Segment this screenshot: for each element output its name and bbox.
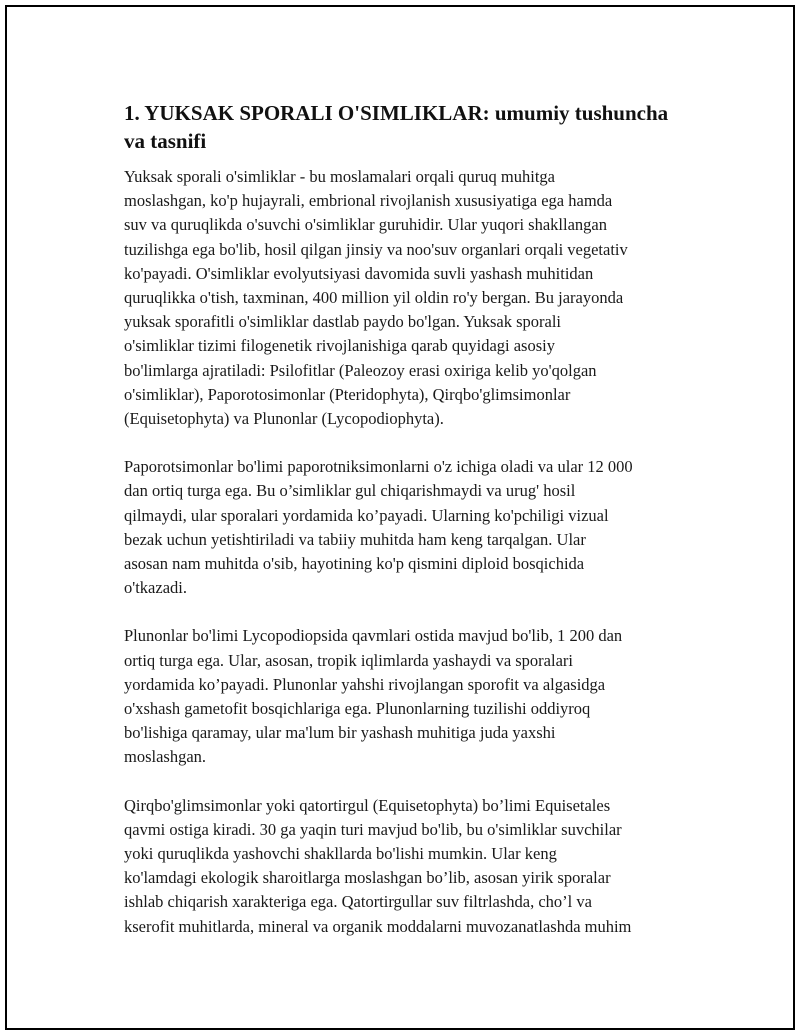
text-line: kserofit muhitlarda, mineral va organik moddalarni muvozanatlashda muhim [124,916,632,936]
text-line: Qirqbo'glimsimonlar yoki qatortirgul (Equisetophyta) bo’limi Equisetales [124,795,611,815]
text-line: bo'lishiga qaramay, ular ma'lum bir yashash muhitiga juda yaxshi [124,723,556,743]
text-line: Yuksak sporali o'simliklar - bu moslamalari orqali quruq muhitga [124,167,555,186]
text-line: qavmi ostiga kiradi. 30 ga yaqin turi mavjud bo'lib, bu o'simliklar suvchilar [124,819,622,839]
paragraph-qirqbogimsimonlar [124,794,694,939]
text-line: qilmaydi, ular sporalari yordamida ko’payadi. Ularning ko'pchiligi vizual [124,505,609,525]
text-line: tuzilishga ega bo'lib, hosil qilgan jinsiy va noo'suv organlari orqali vegetativ [124,239,628,259]
title-line: 1. YUKSAK SPORALI O'SIMLIKLAR: umumiy tushuncha [124,101,669,125]
paragraph-paporotsimonlar [124,455,694,600]
text-line: (Equisetophyta) va Plunonlar (Lycopodiophyta). [124,409,444,429]
text-line: bo'limlarga ajratiladi: Psilofitlar (Paleozoy erasi oxiriga kelib yo'qolgan [124,360,597,380]
text-line: Paporotsimonlar bo'limi paporotniksimonlarni o'z ichiga oladi va ular 12 000 [124,457,633,477]
text-line: ko'payadi. O'simliklar evolyutsiyasi davomida suvli yashash muhitidan [124,263,594,283]
text-line: dan ortiq turga ega. Bu o’simliklar gul chiqarishmaydi va urug' hosil [124,481,576,501]
text-line: o'tkazadi. [124,578,187,598]
text-line: o'xshash gametofit bosqichlariga ega. Plunonlarning tuzilishi oddiyroq [124,699,591,719]
text-line: ortiq turga ega. Ular, asosan, tropik iqlimlarda yashaydi va sporalari [124,650,573,670]
text-line: suv va quruqlikda o'suvchi o'simliklar guruhidir. Ular yuqori shakllangan [124,215,607,235]
text-line: o'simliklar), Paporotosimonlar (Pteridophyta), Qirqbo'glimsimonlar [124,384,571,404]
text-line: ko'lamdagi ekologik sharoitlarga moslashgan bo’lib, asosan yirik sporalar [124,868,611,888]
paragraph-plunonlar [124,624,694,769]
text-line: asosan nam muhitda o'sib, hayotining ko'p qismini diploid bosqichida [124,554,585,574]
text-line: moslashgan. [124,747,207,767]
paragraph-intro [124,165,694,431]
title-line: va tasnifi [124,129,207,153]
document-body [124,99,694,963]
text-line: ishlab chiqarish xarakteriga ega. Qatortirgullar suv filtrlashda, cho’l va [124,892,592,912]
page-frame [5,5,795,1030]
page-title [124,99,694,155]
text-line: moslashgan, ko'p hujayrali, embrional rivojlanish xususiyatiga ega hamda [124,191,613,211]
text-line: Plunonlar bo'limi Lycopodiopsida qavmlari ostida mavjud bo'lib, 1 200 dan [124,626,623,646]
text-line: yuksak sporafitli o'simliklar dastlab paydo bo'lgan. Yuksak sporali [124,312,562,332]
text-line: quruqlikka o'tish, taxminan, 400 million yil oldin ro'y bergan. Bu jarayonda [124,288,624,308]
text-line: yoki quruqlikda yashovchi shakllarda bo'lishi mumkin. Ular keng [124,844,557,864]
text-line: bezak uchun yetishtiriladi va tabiiy muhitda ham keng tarqalgan. Ular [124,529,586,549]
text-line: yordamida ko’payadi. Plunonlar yahshi rivojlangan sporofit va algasidga [124,674,606,694]
text-line: o'simliklar tizimi filogenetik rivojlanishiga qarab quyidagi asosiy [124,336,555,356]
